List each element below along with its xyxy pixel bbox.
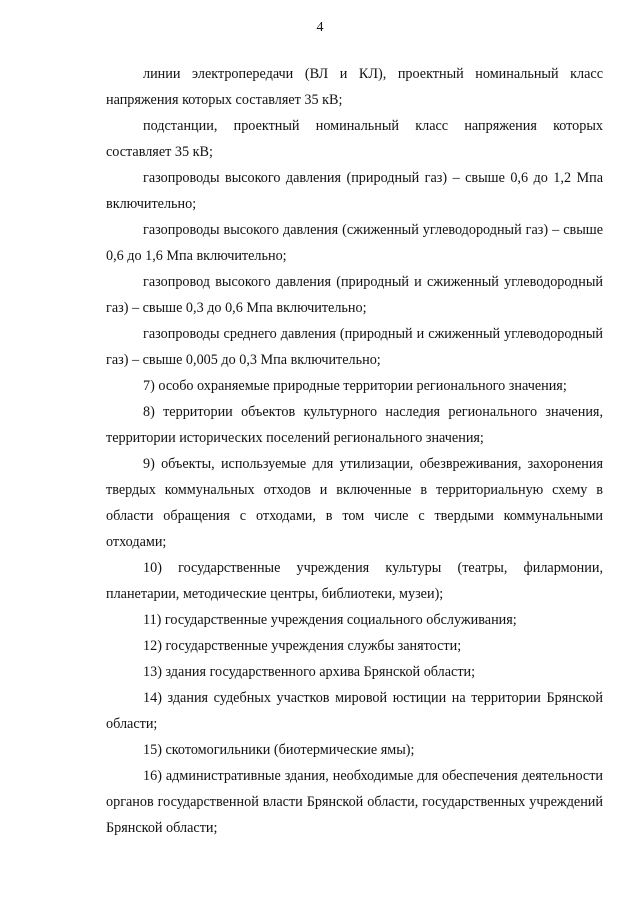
list-item-8: 8) территории объектов культурного наследия регионального значения, территории исторических поселений регионального значения;: [106, 404, 603, 446]
list-item-7: 7) особо охраняемые природные территории регионального значения;: [143, 378, 567, 394]
list-item-13: 13) здания государственного архива Брянской области;: [143, 664, 476, 680]
list-item-12: 12) государственные учреждения службы занятости;: [143, 638, 462, 654]
paragraph-high-pressure-natural-gas: газопроводы высокого давления (природный газ) – свыше 0,6 до 1,2 Мпа включительно;: [106, 170, 603, 212]
list-item-11: 11) государственные учреждения социального обслуживания;: [143, 612, 517, 628]
list-item-16: 16) административные здания, необходимые для обеспечения деятельности органов государственной власти Брянской области, государственных учреждений Брянской области;: [106, 768, 603, 836]
paragraph-high-pressure-mixed-gas: газопровод высокого давления (природный и сжиженный углеводородный газ) – свыше 0,3 до 0,6 Мпа включительно;: [106, 274, 603, 316]
paragraph-power-lines: линии электропередачи (ВЛ и КЛ), проектный номинальный класс напряжения которых составляет 35 кВ;: [106, 66, 603, 108]
list-item-14: 14) здания судебных участков мировой юстиции на территории Брянской области;: [106, 690, 603, 732]
paragraph-high-pressure-liquefied-gas: газопроводы высокого давления (сжиженный углеводородный газ) – свыше 0,6 до 1,6 Мпа включительно;: [106, 222, 603, 264]
list-item-9: 9) объекты, используемые для утилизации, обезвреживания, захоронения твердых коммунальных отходов и включенные в территориальную схему в области обращения с отходами, в том числе с твердыми коммунальными отходами;: [106, 456, 603, 550]
page-number: 4: [316, 20, 324, 35]
document-body: [106, 61, 603, 841]
list-item-10: 10) государственные учреждения культуры (театры, филармонии, планетарии, методические центры, библиотеки, музеи);: [106, 560, 603, 602]
paragraph-substations: подстанции, проектный номинальный класс напряжения которых составляет 35 кВ;: [106, 118, 603, 160]
paragraph-medium-pressure-gas: газопроводы среднего давления (природный и сжиженный углеводородный газ) – свыше 0,005 до 0,3 Мпа включительно;: [106, 326, 603, 368]
list-item-15: 15) скотомогильники (биотермические ямы);: [143, 742, 415, 758]
